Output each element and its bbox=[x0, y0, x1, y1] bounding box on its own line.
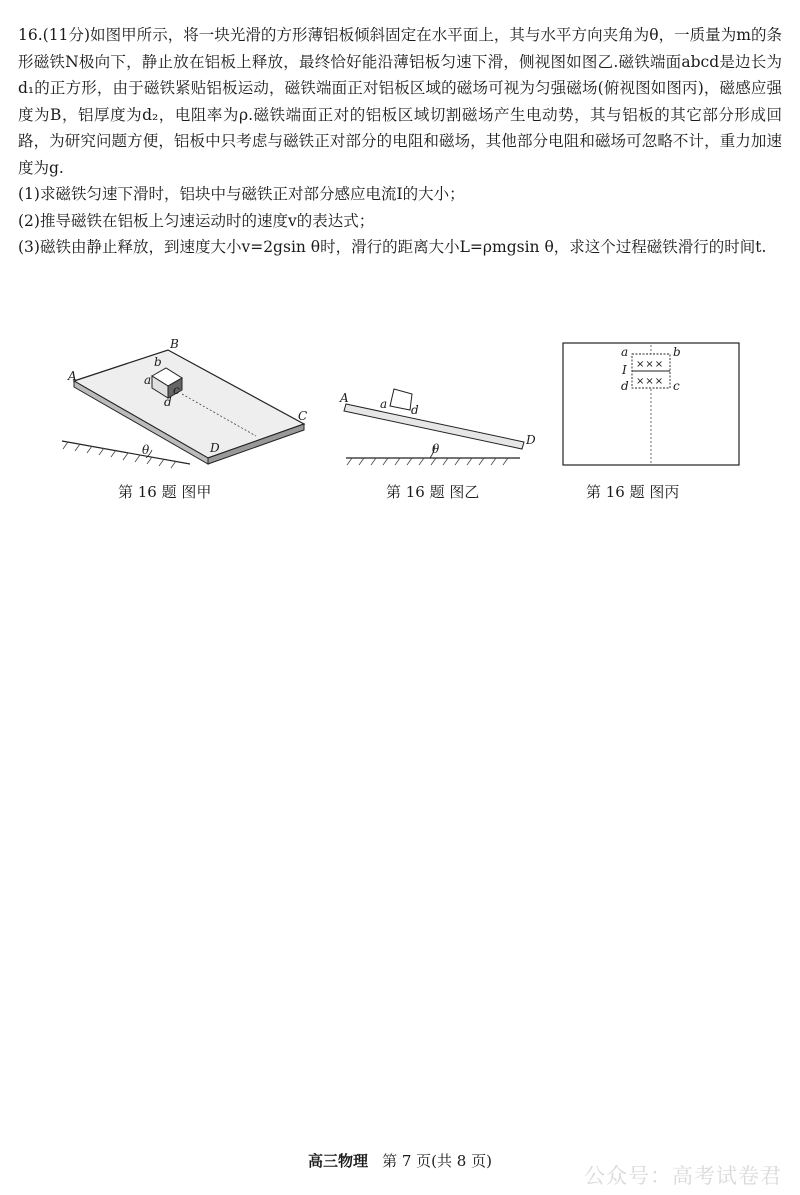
watermark: 公众号：高考试卷君 bbox=[584, 1164, 782, 1188]
field-marks-row-2: ××× bbox=[636, 376, 665, 387]
label-I: I bbox=[622, 363, 627, 377]
label-D: D bbox=[526, 433, 536, 447]
footer-subject: 高三物理 bbox=[308, 1152, 369, 1170]
label-C: C bbox=[298, 409, 308, 423]
footer-page-number: 第 7 页(共 8 页) bbox=[382, 1152, 492, 1170]
question-16 bbox=[18, 22, 782, 261]
figure-yi bbox=[340, 336, 550, 501]
label-a: a bbox=[144, 373, 152, 387]
figure-bing-caption: 第 16 题 图丙 bbox=[586, 483, 680, 501]
question-part-1: (1)求磁铁匀速下滑时，铝块中与磁铁正对部分感应电流I的大小； bbox=[18, 185, 465, 203]
label-d: d bbox=[411, 403, 419, 417]
question-part-2: (2)推导磁铁在铝板上匀速运动时的速度v的表达式； bbox=[18, 211, 375, 230]
label-a: a bbox=[380, 397, 388, 411]
label-theta: θ bbox=[432, 442, 440, 456]
figure-yi-caption: 第 16 题 图乙 bbox=[386, 483, 480, 501]
label-A: A bbox=[340, 391, 349, 405]
figure-bing-diagram bbox=[562, 342, 740, 466]
label-D: D bbox=[210, 441, 220, 455]
figure-jia-diagram bbox=[60, 336, 320, 466]
figures-row bbox=[0, 336, 800, 511]
field-marks-row-1: ××× bbox=[636, 359, 665, 370]
figure-jia bbox=[60, 336, 320, 501]
figure-yi-diagram bbox=[340, 336, 550, 466]
label-theta: θ bbox=[142, 443, 150, 457]
label-b: b bbox=[673, 345, 681, 359]
figure-jia-caption: 第 16 题 图甲 bbox=[118, 483, 212, 501]
question-stem: 16.(11分)如图甲所示，将一块光滑的方形薄铝板倾斜固定在水平面上，其与水平方向夹角为θ，一质量为m的条形磁铁N极向下，静止放在铝板上释放，最终恰好能沿薄铝板匀速下滑，侧视图如图乙.磁铁端面abcd是边长为d₁的正方形，由于磁铁紧贴铝板运动，磁铁端面正对铝板区域的磁场可视为匀强磁场(俯视图如图丙)，磁感应强度为B，铝厚度为d₂，电阻率为ρ.磁铁端面正对的铝板区域切割磁场产生电动势，其与铝板的其它部分形成回路，为研究问题方便，铝板中只考虑与磁铁正对部分的电阻和磁场，其他部分电阻和磁场可忽略不计，重力加速度为g. bbox=[18, 26, 782, 177]
label-d: d bbox=[621, 379, 629, 393]
label-d: d bbox=[164, 395, 172, 409]
label-B: B bbox=[170, 337, 179, 351]
label-b: b bbox=[154, 355, 162, 369]
label-a: a bbox=[621, 345, 629, 359]
label-c: c bbox=[673, 379, 680, 393]
question-part-3: (3)磁铁由静止释放，到速度大小v=2gsin θ时，滑行的距离大小L=ρmgsin θ，求这个过程磁铁滑行的时间t. bbox=[18, 238, 767, 256]
label-A: A bbox=[68, 369, 77, 383]
figure-bing bbox=[562, 342, 740, 501]
label-c: c bbox=[173, 383, 180, 397]
